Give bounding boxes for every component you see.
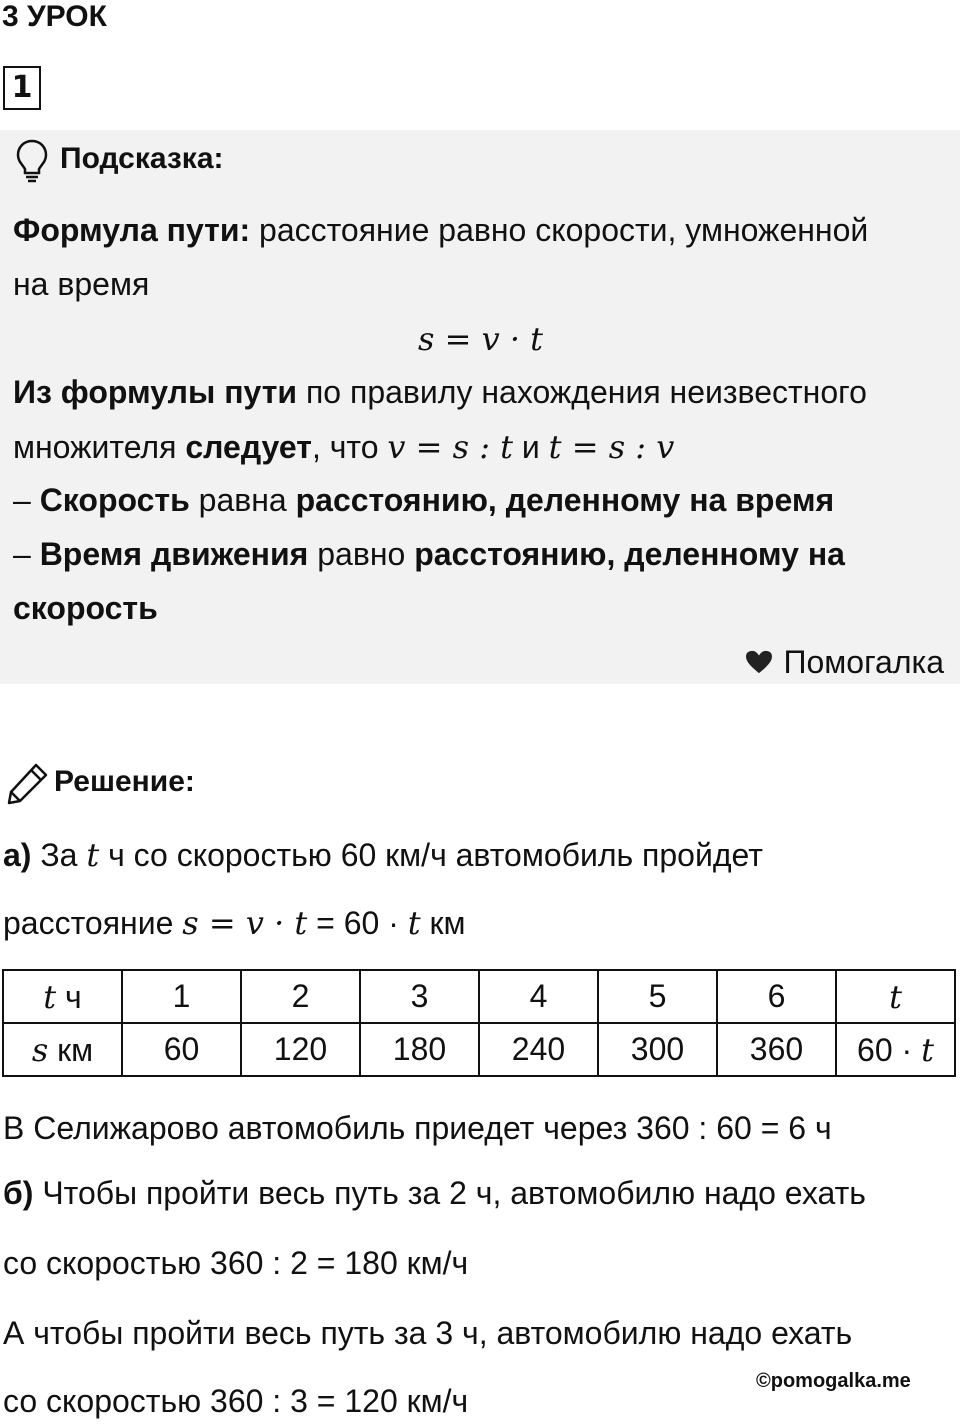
table-cell: 120 (241, 1023, 360, 1076)
signature (743, 644, 944, 681)
solution-a-line-2 (3, 904, 466, 942)
signature-text: Помогалка (783, 644, 944, 680)
solution-b-line-2: со скоростью 360 : 2 = 180 км/ч (3, 1245, 469, 1281)
hint-text: равна (189, 482, 296, 518)
hint-bold: Время движения (39, 536, 309, 572)
variable: s (31, 1030, 49, 1069)
table-cell (836, 970, 955, 1023)
table-cell: 3 (360, 970, 479, 1023)
variable: t (889, 977, 902, 1016)
hint-formula: s = v · t (418, 320, 544, 358)
hint-text: равно (308, 536, 415, 572)
hint-line-6 (13, 536, 845, 573)
hint-bold: Скорость (39, 482, 190, 518)
table-header-cell (3, 970, 122, 1023)
number: 60 · (857, 1031, 922, 1068)
speed-formula: v = s : t (387, 428, 514, 466)
dash: – (13, 482, 40, 518)
table-cell: 360 (717, 1023, 836, 1076)
table-cell: 60 (122, 1023, 241, 1076)
solution-a-line-1 (3, 836, 763, 874)
hint-bold: расстоянию, деленному на (414, 536, 845, 572)
solution-title: Решение: (54, 765, 195, 798)
solution-text: За (31, 837, 87, 873)
copyright: ©pomogalka.me (756, 1370, 911, 1392)
table-row (3, 970, 955, 1023)
table-cell: 240 (479, 1023, 598, 1076)
solution-c-line-1: А чтобы пройти весь путь за 3 ч, автомобилю надо ехать (3, 1315, 853, 1351)
hint-line-2: на время (13, 266, 150, 302)
pencil-icon (6, 761, 50, 805)
hint-formula-label: Формула пути: (13, 212, 251, 248)
hint-bold: скорость (13, 590, 158, 626)
solution-b-line-1 (3, 1175, 866, 1212)
time-formula: t = s : v (548, 428, 675, 466)
hint-bold: Из формулы пути (13, 374, 298, 410)
table-cell: 4 (479, 970, 598, 1023)
hint-text: и (513, 429, 549, 465)
table-cell: 1 (122, 970, 241, 1023)
solution-text: км (420, 905, 466, 941)
solution-c-line-2: со скоростью 360 : 3 = 120 км/ч (3, 1383, 469, 1419)
lightbulb-icon (14, 138, 50, 184)
hint-line-1 (13, 212, 868, 249)
variable: t (43, 977, 57, 1016)
hint-line-7 (13, 590, 158, 627)
solution-text: ч со скоростью 60 км/ч автомобиль пройдет (99, 837, 763, 873)
solution-city-line: В Селижарово автомобиль приедет через 360 : 60 = 6 ч (3, 1110, 832, 1146)
hint-line-5 (13, 482, 834, 519)
hint-bold: следует (185, 429, 312, 465)
table-cell: 300 (598, 1023, 717, 1076)
table-cell: 6 (717, 970, 836, 1023)
table-cell (836, 1023, 955, 1076)
hint-bold: расстоянию, деленному на время (295, 482, 835, 518)
hint-line-3 (13, 374, 867, 411)
hint-text: множителя (13, 429, 186, 465)
solution-text: Чтобы пройти весь путь за 2 ч, автомобилю надо ехать (33, 1175, 866, 1211)
table-row (3, 1023, 955, 1076)
unit: ч (56, 978, 82, 1015)
table-header-cell (3, 1023, 122, 1076)
task-number: 1 (3, 66, 41, 110)
values-table (2, 969, 956, 1077)
hint-text: расстояние равно скорости, умноженной (250, 212, 869, 248)
variable: t (407, 904, 421, 942)
unit: км (48, 1031, 94, 1068)
heart-icon (743, 649, 775, 675)
solution-text: = 60 · (307, 905, 408, 941)
path-formula: s = v · t (182, 904, 308, 942)
hint-text: , что (311, 429, 388, 465)
dash: – (13, 536, 40, 572)
part-a-label: а) (3, 837, 32, 873)
lesson-title: 3 УРОК (2, 0, 107, 33)
variable: t (921, 1030, 934, 1069)
table-cell: 180 (360, 1023, 479, 1076)
solution-text: расстояние (3, 905, 183, 941)
table-cell: 5 (598, 970, 717, 1023)
variable: t (86, 836, 100, 874)
part-b-label: б) (3, 1175, 34, 1211)
hint-title: Подсказка: (60, 142, 224, 175)
hint-text: по правилу нахождения неизвестного (297, 374, 867, 410)
table-cell: 2 (241, 970, 360, 1023)
hint-line-4 (13, 428, 674, 466)
